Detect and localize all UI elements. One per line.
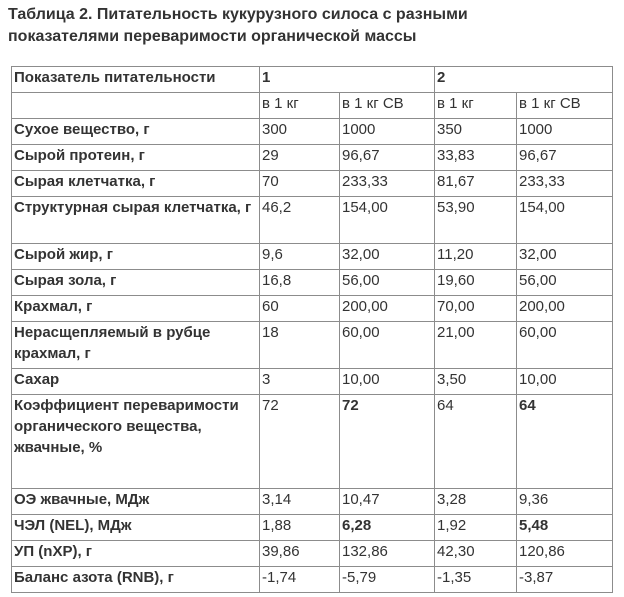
cell-value: 21,00 [435, 322, 517, 369]
caption-line-2: показателями переваримости органической массы [8, 28, 417, 45]
row-label: Коэффициент переваримости органического вещества, жвачные, % [12, 395, 260, 489]
cell-value: 10,00 [517, 369, 613, 395]
cell-value: 60 [260, 296, 340, 322]
cell-value: 1,88 [260, 515, 340, 541]
row-label: ОЭ жвачные, МДж [12, 489, 260, 515]
table-row [12, 515, 613, 541]
header-per-kg-dm-1: в 1 кг СВ [340, 93, 435, 119]
table-row [12, 395, 613, 489]
cell-value: 56,00 [517, 270, 613, 296]
cell-value: -5,79 [340, 567, 435, 593]
row-label: Сырой жир, г [12, 244, 260, 270]
cell-value: 1000 [517, 119, 613, 145]
table-row [12, 197, 613, 244]
row-label: УП (nXP), г [12, 541, 260, 567]
cell-value: 39,86 [260, 541, 340, 567]
cell-value: 60,00 [340, 322, 435, 369]
caption-line-1: Таблица 2. Питательность кукурузного силоса с разными [8, 6, 468, 23]
table-row [12, 369, 613, 395]
cell-value: 56,00 [340, 270, 435, 296]
row-label: Крахмал, г [12, 296, 260, 322]
row-label: Сухое вещество, г [12, 119, 260, 145]
header-empty-cell [12, 93, 260, 119]
cell-value: 154,00 [517, 197, 613, 244]
cell-value: 350 [435, 119, 517, 145]
cell-value: 19,60 [435, 270, 517, 296]
table-row [12, 567, 613, 593]
cell-value: 3,14 [260, 489, 340, 515]
cell-value: -3,87 [517, 567, 613, 593]
cell-value: 42,30 [435, 541, 517, 567]
cell-value: 200,00 [517, 296, 613, 322]
cell-value: 3 [260, 369, 340, 395]
cell-value: 154,00 [340, 197, 435, 244]
cell-value: 53,90 [435, 197, 517, 244]
header-per-kg-dm-2: в 1 кг СВ [517, 93, 613, 119]
row-label: Структурная сырая клетчатка, г [12, 197, 260, 244]
cell-value: 96,67 [517, 145, 613, 171]
row-label: Сахар [12, 369, 260, 395]
cell-value: 72 [260, 395, 340, 489]
header-group-1: 1 [260, 67, 435, 93]
header-group-2: 2 [435, 67, 613, 93]
table-row [12, 171, 613, 197]
cell-value: -1,35 [435, 567, 517, 593]
cell-value: 3,50 [435, 369, 517, 395]
cell-value: 33,83 [435, 145, 517, 171]
table-row [12, 322, 613, 369]
cell-value: 1000 [340, 119, 435, 145]
cell-value: 32,00 [517, 244, 613, 270]
header-per-kg-2: в 1 кг [435, 93, 517, 119]
cell-value: 10,47 [340, 489, 435, 515]
row-label: Баланс азота (RNB), г [12, 567, 260, 593]
table-caption [8, 4, 608, 48]
cell-value: 233,33 [517, 171, 613, 197]
cell-value: 120,86 [517, 541, 613, 567]
cell-value: 3,28 [435, 489, 517, 515]
cell-value-bold: 64 [517, 395, 613, 489]
table-row [12, 244, 613, 270]
row-label: Сырая зола, г [12, 270, 260, 296]
table-row [12, 145, 613, 171]
header-indicator: Показатель питательности [12, 67, 260, 93]
cell-value: 132,86 [340, 541, 435, 567]
cell-value: 9,36 [517, 489, 613, 515]
cell-value-bold: 5,48 [517, 515, 613, 541]
cell-value: 29 [260, 145, 340, 171]
table-row [12, 489, 613, 515]
nutrition-table [11, 66, 613, 593]
header-row-groups [12, 67, 613, 93]
cell-value: 300 [260, 119, 340, 145]
cell-value: 16,8 [260, 270, 340, 296]
cell-value: 18 [260, 322, 340, 369]
cell-value: 11,20 [435, 244, 517, 270]
cell-value: 1,92 [435, 515, 517, 541]
header-per-kg-1: в 1 кг [260, 93, 340, 119]
cell-value: 60,00 [517, 322, 613, 369]
cell-value: 81,67 [435, 171, 517, 197]
row-label: Сырой протеин, г [12, 145, 260, 171]
table-row [12, 296, 613, 322]
cell-value: 46,2 [260, 197, 340, 244]
cell-value-bold: 72 [340, 395, 435, 489]
cell-value: 9,6 [260, 244, 340, 270]
table-row [12, 119, 613, 145]
cell-value: 70,00 [435, 296, 517, 322]
row-label: Нерасщепляемый в рубце крахмал, г [12, 322, 260, 369]
cell-value-bold: 6,28 [340, 515, 435, 541]
cell-value: 233,33 [340, 171, 435, 197]
row-label: Сырая клетчатка, г [12, 171, 260, 197]
cell-value: 96,67 [340, 145, 435, 171]
table-row [12, 541, 613, 567]
cell-value: 70 [260, 171, 340, 197]
table-row [12, 270, 613, 296]
header-row-units [12, 93, 613, 119]
cell-value: 10,00 [340, 369, 435, 395]
cell-value: 200,00 [340, 296, 435, 322]
row-label: ЧЭЛ (NEL), МДж [12, 515, 260, 541]
cell-value: 32,00 [340, 244, 435, 270]
cell-value: -1,74 [260, 567, 340, 593]
cell-value: 64 [435, 395, 517, 489]
